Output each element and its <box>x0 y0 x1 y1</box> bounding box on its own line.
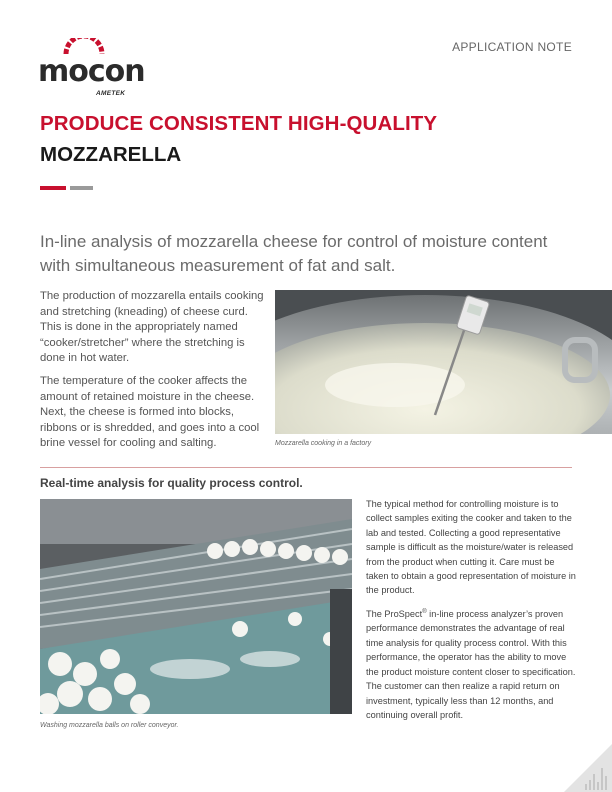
mocon-logo <box>38 38 150 98</box>
intro-paragraph: In-line analysis of mozzarella cheese for control of moisture content with simultaneous measurement of fat and salt. <box>40 232 548 275</box>
section-divider <box>40 467 572 468</box>
registered-mark: ® <box>422 609 427 615</box>
title-accent-red <box>40 186 66 190</box>
document-type-label: APPLICATION NOTE <box>452 40 572 54</box>
photo-washing-mozzarella <box>40 499 352 714</box>
logo-subbrand: AMETEK <box>96 90 126 97</box>
title-accent-gray <box>70 186 93 190</box>
caption-photo-2: Washing mozzarella balls on roller conveyor. <box>40 722 179 729</box>
corner-graph-icon <box>564 744 612 792</box>
body-paragraph-1: The production of mozzarella entails cooking and stretching (kneading) of cheese curd. This is done in the appropriately named “cooker/stretcher” where the stretching is done in hot water. <box>40 290 264 364</box>
page-title-line1: PRODUCE CONSISTENT HIGH-QUALITY <box>40 112 438 135</box>
page-title-line2: MOZZARELLA <box>40 143 182 166</box>
caption-photo-1: Mozzarella cooking in a factory <box>275 440 372 447</box>
body-paragraph-2: The temperature of the cooker affects the amount of retained moisture in the cheese. Next, the cheese is formed into blocks, ribbons or is shredded, and goes into a cool brine vessel for cooling and salting. <box>40 375 260 449</box>
paragraph-4-text: in-line process analyzer’s proven performance demonstrates the advantage of real time analysis for quality process control. With this performance, the operator has the ability to move the product moisture content closer to specification. The customer can then realize a rapid return on investment, typically less than 12 months, and continuing overall profit. <box>366 609 576 720</box>
photo-mozzarella-cooking <box>275 290 612 434</box>
body-paragraph-3: The typical method for controlling moisture is to collect samples exiting the cooker and taken to the lab and tested. Collecting a good representative sample is difficult as the moisture/water is released from the product when cutting it. Care must be taken to obtain a good representation of moisture in the product. <box>366 499 576 596</box>
product-name: The ProSpect <box>366 609 423 620</box>
logo-wordmark: mocon <box>38 54 145 89</box>
section-heading: Real-time analysis for quality process control. <box>40 476 303 490</box>
body-paragraph-4 <box>366 605 576 722</box>
